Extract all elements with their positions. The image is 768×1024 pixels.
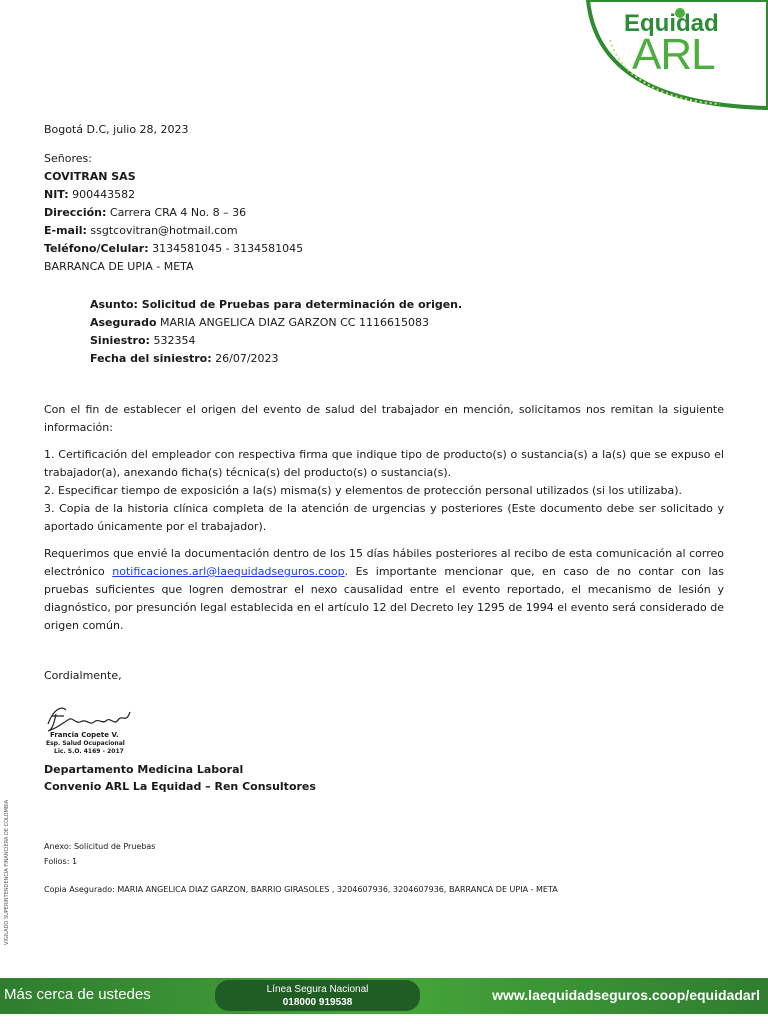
subject-line: Asunto: Solicitud de Pruebas para determinación de origen. — [90, 298, 463, 311]
claim-date-line: Fecha del siniestro: 26/07/2023 — [90, 352, 279, 365]
signer-name: Francia Copete V. — [50, 731, 119, 739]
signer-license: Lic. S.O. 4169 - 2017 — [54, 748, 124, 755]
intro-paragraph: Con el fin de establecer el origen del evento de salud del trabajador en mención, solicitamos nos remitan la siguiente información: — [44, 403, 724, 434]
closing: Cordialmente, — [44, 669, 122, 682]
folios-line: Folios: 1 — [44, 857, 78, 866]
company-logo — [580, 0, 768, 112]
handwritten-signature — [42, 704, 137, 734]
date-line: Bogotá D.C, julio 28, 2023 — [44, 123, 189, 136]
company-name: COVITRAN SAS — [44, 170, 136, 183]
agreement: Convenio ARL La Equidad – Ren Consultores — [44, 780, 316, 793]
insured-line: Asegurado MARIA ANGELICA DIAZ GARZON CC 1116615083 — [90, 316, 429, 329]
request-paragraph: Requerimos que envié la documentación dentro de los 15 días hábiles posteriores al recibo de esta comunicación al correo electrónico notificaciones.arl@laequidadseguros.coop. Es importante mencionar que, en caso de no contar con las pruebas suficientes que logren demostrar el nexo causalidad entre el evento reportado, el mecanismo de lesión y diagnóstico, por presunción legal establecida en el artículo 12 del Decreto ley 1295 de 1994 el evento será considerado de origen común. — [44, 547, 724, 632]
footer-line-phone: 018000 919538 — [282, 997, 353, 1008]
requirements-list — [44, 446, 724, 536]
claim-line: Siniestro: 532354 — [90, 334, 196, 347]
phone-line: Teléfono/Celular: 3134581045 - 3134581045 — [44, 242, 304, 255]
annex-line: Anexo: Solicitud de Pruebas — [44, 842, 156, 851]
email-link[interactable]: notificaciones.arl@laequidadseguros.coop — [112, 565, 345, 578]
salutation: Señores: — [44, 152, 92, 165]
list-item: 3. Copia de la historia clínica completa de la atención de urgencias y posteriores (Este documento debe ser solicitado y aportado únicamente por el trabajador). — [44, 502, 724, 533]
nit-line: NIT: 900443582 — [44, 188, 136, 201]
logo-text-equidad: Equidad — [624, 10, 719, 37]
email-line: E-mail: ssgtcovitran@hotmail.com — [44, 224, 238, 237]
city-line: BARRANCA DE UPIA - META — [44, 260, 194, 273]
footer-slogan: Más cerca de ustedes — [4, 986, 151, 1003]
list-item: 2. Especificar tiempo de exposición a la(s) misma(s) y elementos de protección personal utilizados (si los utilizaba). — [44, 484, 683, 497]
footer-bar — [0, 978, 768, 1014]
list-item: 1. Certificación del empleador con respectiva firma que indique tipo de producto(s) o sustancia(s) a la(s) que se expuso el trabajador(a), anexando ficha(s) técnica(s) del producto(s) o sustancia(s). — [44, 448, 724, 479]
department: Departamento Medicina Laboral — [44, 763, 244, 776]
logo-text-arl: ARL — [632, 30, 715, 79]
copy-line: Copia Asegurado: MARIA ANGELICA DIAZ GARZON, BARRIO GIRASOLES , 3204607936, 3204607936, BARRANCA DE UPIA - META — [44, 885, 558, 894]
subject-block — [90, 296, 462, 368]
address-line: Dirección: Carrera CRA 4 No. 8 – 36 — [44, 206, 247, 219]
signature — [42, 704, 142, 762]
footer-phone-box — [215, 980, 420, 1011]
footer-website[interactable]: www.laequidadseguros.coop/equidadarl — [492, 987, 760, 1003]
footer-line-title: Línea Segura Nacional — [266, 984, 369, 995]
signer-title: Esp. Salud Ocupacional — [46, 740, 125, 747]
recipient-block — [44, 150, 303, 276]
vigilado-stamp: VIGILADO SUPERINTENDENCIA FINANCIERA DE COLOMBIA — [4, 799, 10, 945]
